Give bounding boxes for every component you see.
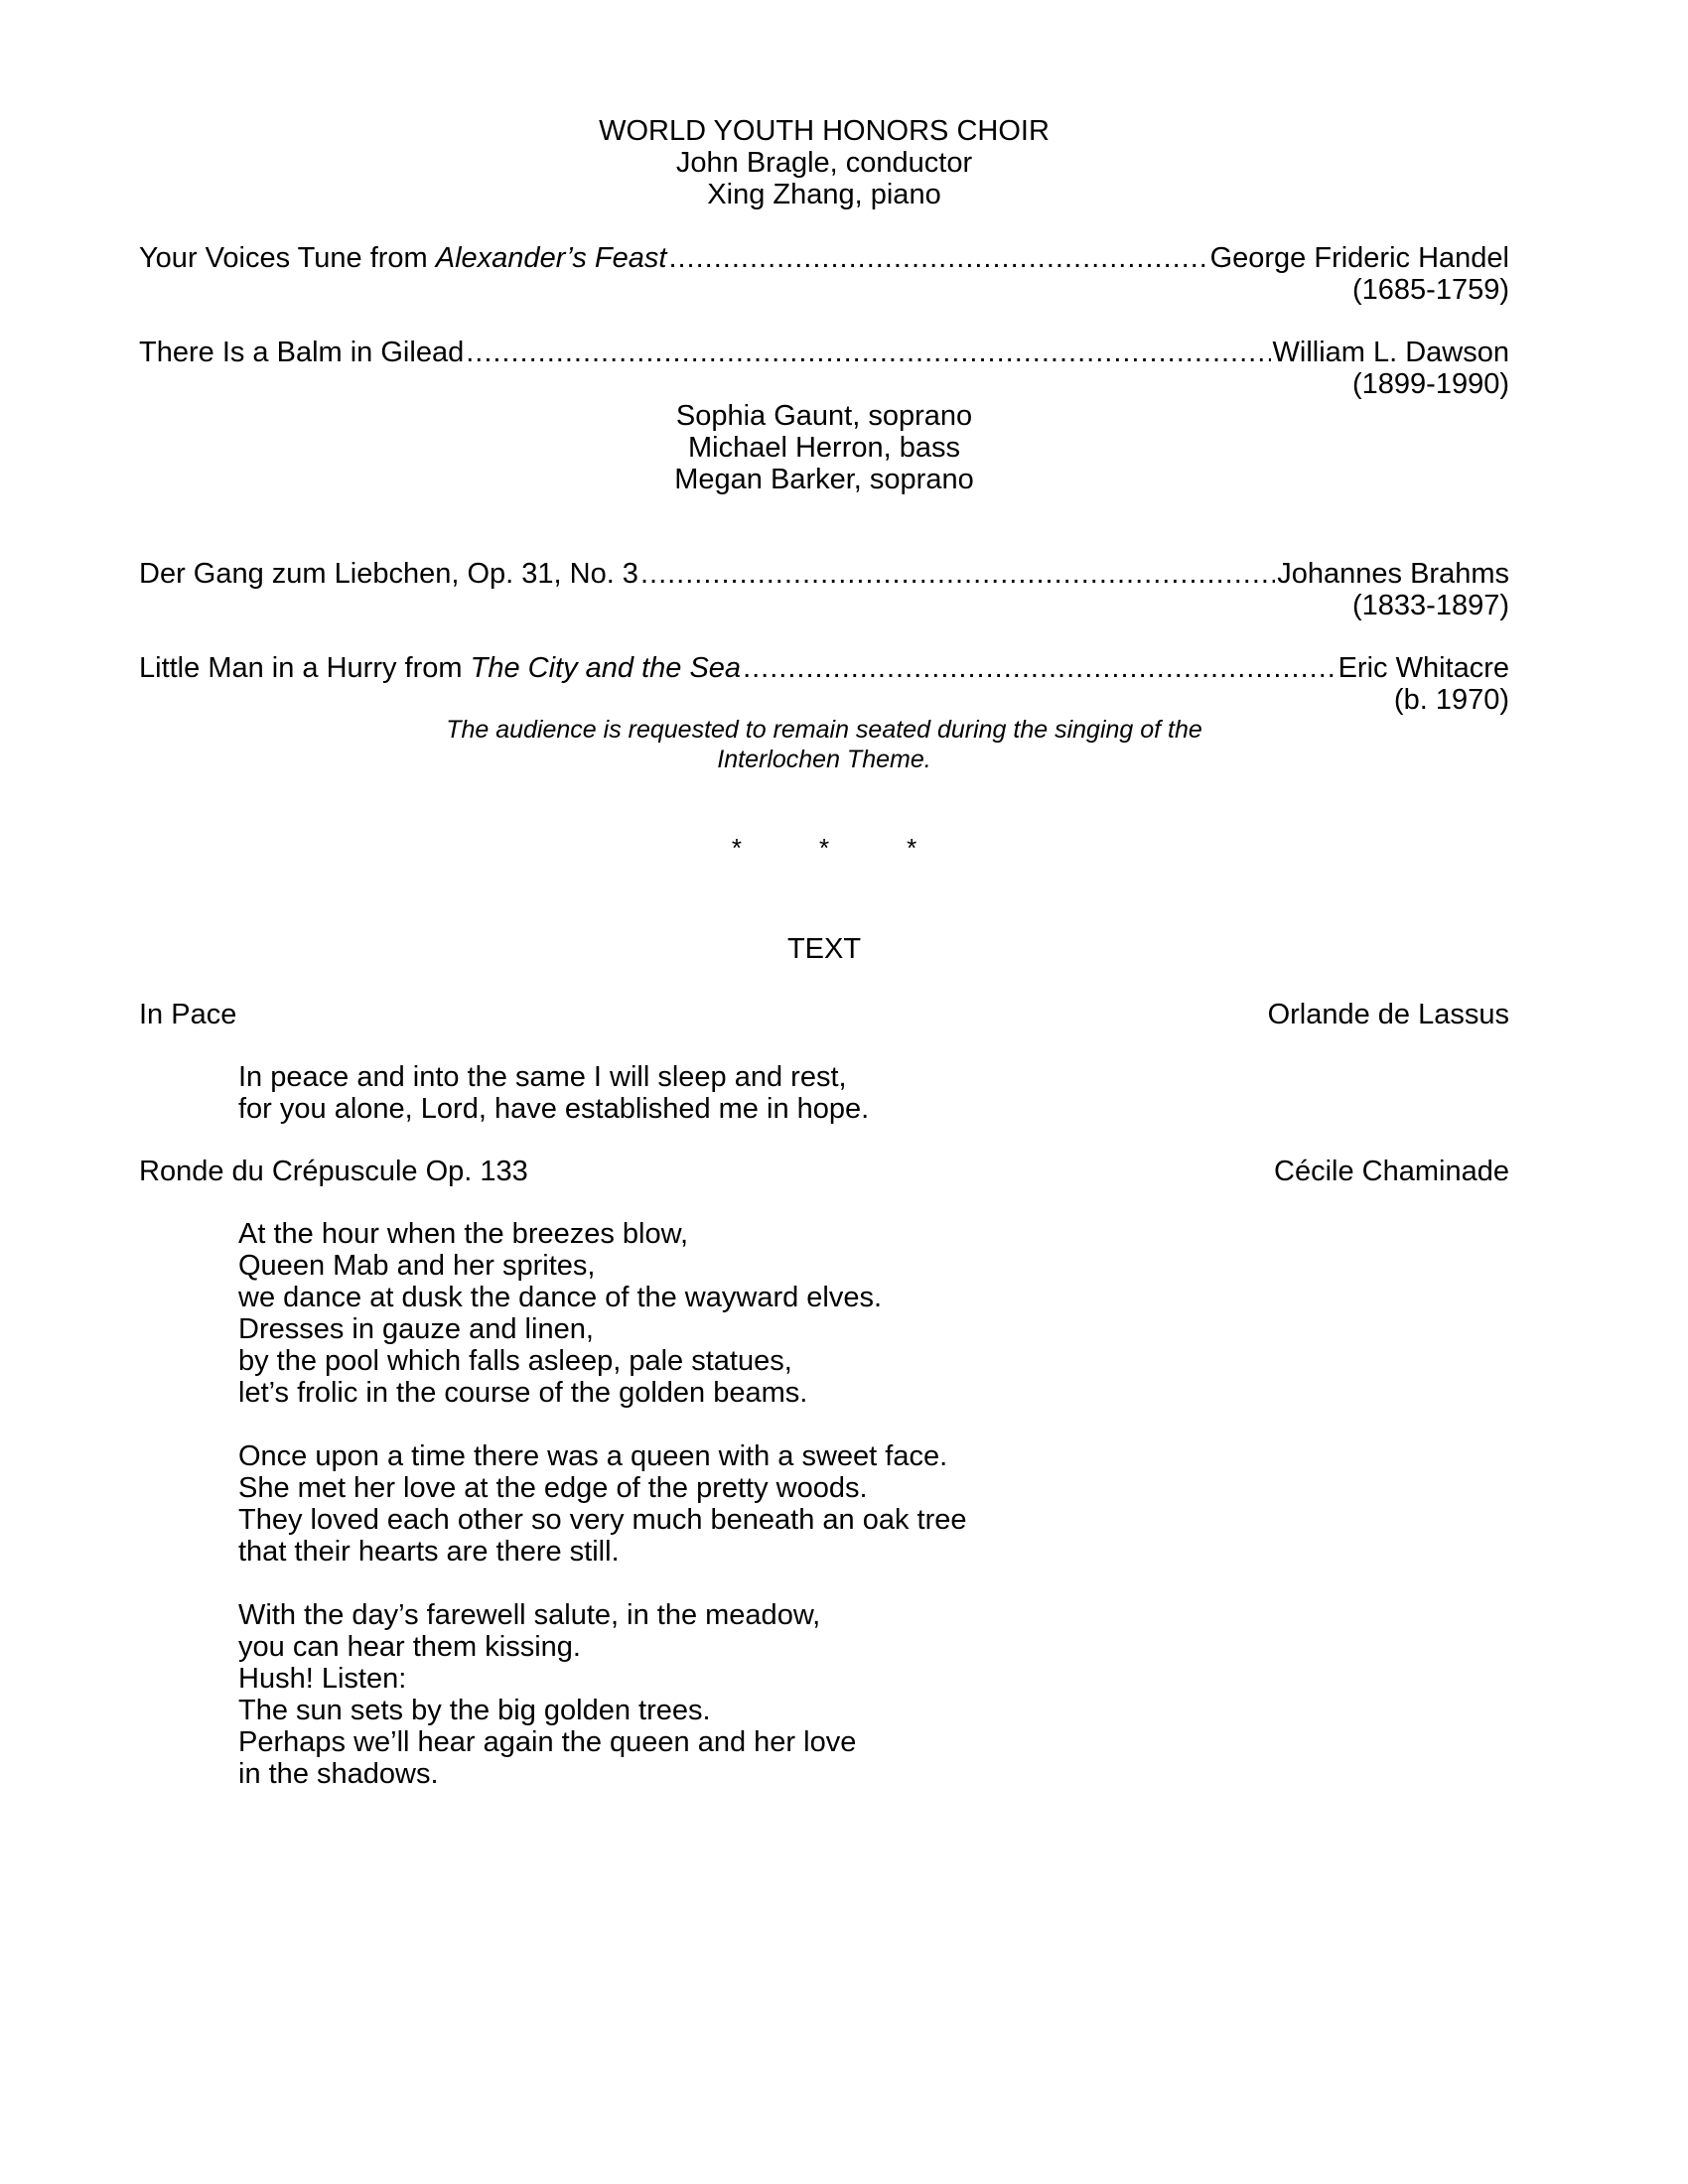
dot-leader [466,337,1270,368]
composer-name: Johannes Brahms [1277,558,1509,590]
program-item-handel [139,242,1509,306]
separator-star: * [731,833,742,863]
concert-header [139,115,1509,210]
soloist: Michael Herron, bass [688,432,960,464]
lyric-line: Queen Mab and her sprites, [238,1250,596,1282]
program-item-whitacre [139,652,1509,716]
lyric-line: Perhaps we’ll hear again the queen and her love [238,1726,857,1758]
lyric-line: At the hour when the breezes blow, [238,1218,689,1250]
song-heading-in-pace [139,999,1509,1030]
lyric-line: Dresses in gauze and linen, [238,1313,594,1345]
song-title: Ronde du Crépuscule Op. 133 [139,1156,528,1187]
lyric-line: In peace and into the same I will sleep and rest, [238,1061,847,1093]
soloist: Megan Barker, soprano [674,464,974,495]
audience-note: The audience is requested to remain seated during the singing of the Interlochen Theme. [446,716,1202,773]
piece-title: Der Gang zum Liebchen, Op. 31, No. 3 [139,558,638,590]
lyric-line: in the shadows. [238,1758,439,1790]
dot-leader [743,652,1336,684]
lyric-line: you can hear them kissing. [238,1631,581,1663]
lyrics-ronde [238,1218,1231,1822]
separator-star: * [818,833,830,863]
lyric-line: Hush! Listen: [238,1663,407,1695]
lyric-line: we dance at dusk the dance of the wayward elves. [238,1282,883,1313]
composer-dates: (b. 1970) [1393,684,1509,716]
composer-dates: (1833-1897) [1352,590,1509,621]
composer-name: George Frideric Handel [1209,242,1509,274]
piece-title: There Is a Balm in Gilead [139,337,465,368]
lyric-line: by the pool which falls asleep, pale statues, [238,1345,792,1377]
piece-title: Your Voices Tune from Alexander’s Feast [139,242,667,274]
separator-star: * [907,833,917,863]
lyric-line: let’s frolic in the course of the golden beams. [238,1377,808,1409]
composer-dates: (1899-1990) [1352,368,1509,400]
program-page [139,0,1509,2184]
conductor-credit: John Bragle, conductor [675,147,973,179]
song-heading-ronde [139,1156,1509,1187]
song-title: In Pace [139,999,237,1030]
lyrics-stanza [238,1218,1231,1409]
soloist: Sophia Gaunt, soprano [675,400,973,432]
dot-leader [640,558,1275,590]
lyrics-stanza [238,1440,1231,1568]
composer-name: William L. Dawson [1272,337,1509,368]
program-item-brahms [139,558,1509,621]
ensemble-name: WORLD YOUTH HONORS CHOIR [599,115,1050,147]
lyric-line: She met her love at the edge of the pretty woods. [238,1472,868,1504]
composer-dates: (1685-1759) [1352,274,1509,306]
lyrics-stanza [238,1599,1231,1790]
lyric-line: that their hearts are there still. [238,1536,620,1568]
lyric-line: The sun sets by the big golden trees. [238,1695,711,1726]
lyric-line: With the day’s farewell salute, in the meadow, [238,1599,821,1631]
text-section-heading: TEXT [786,933,862,965]
dot-leader [668,242,1207,274]
song-composer: Orlande de Lassus [1267,999,1509,1030]
lyrics-stanza [238,1061,1231,1125]
soloists-list [139,400,1509,495]
lyrics-in-pace [238,1061,1231,1157]
lyric-line: Once upon a time there was a queen with a sweet face. [238,1440,948,1472]
composer-name: Eric Whitacre [1337,652,1509,684]
song-composer: Cécile Chaminade [1274,1156,1509,1187]
lyric-line: They loved each other so very much beneath an oak tree [238,1504,967,1536]
section-separator [139,832,1509,864]
piece-title: Little Man in a Hurry from The City and the Sea [139,652,742,684]
program-item-dawson [139,337,1509,400]
lyric-line: for you alone, Lord, have established me in hope. [238,1093,870,1125]
pianist-credit: Xing Zhang, piano [707,179,941,210]
